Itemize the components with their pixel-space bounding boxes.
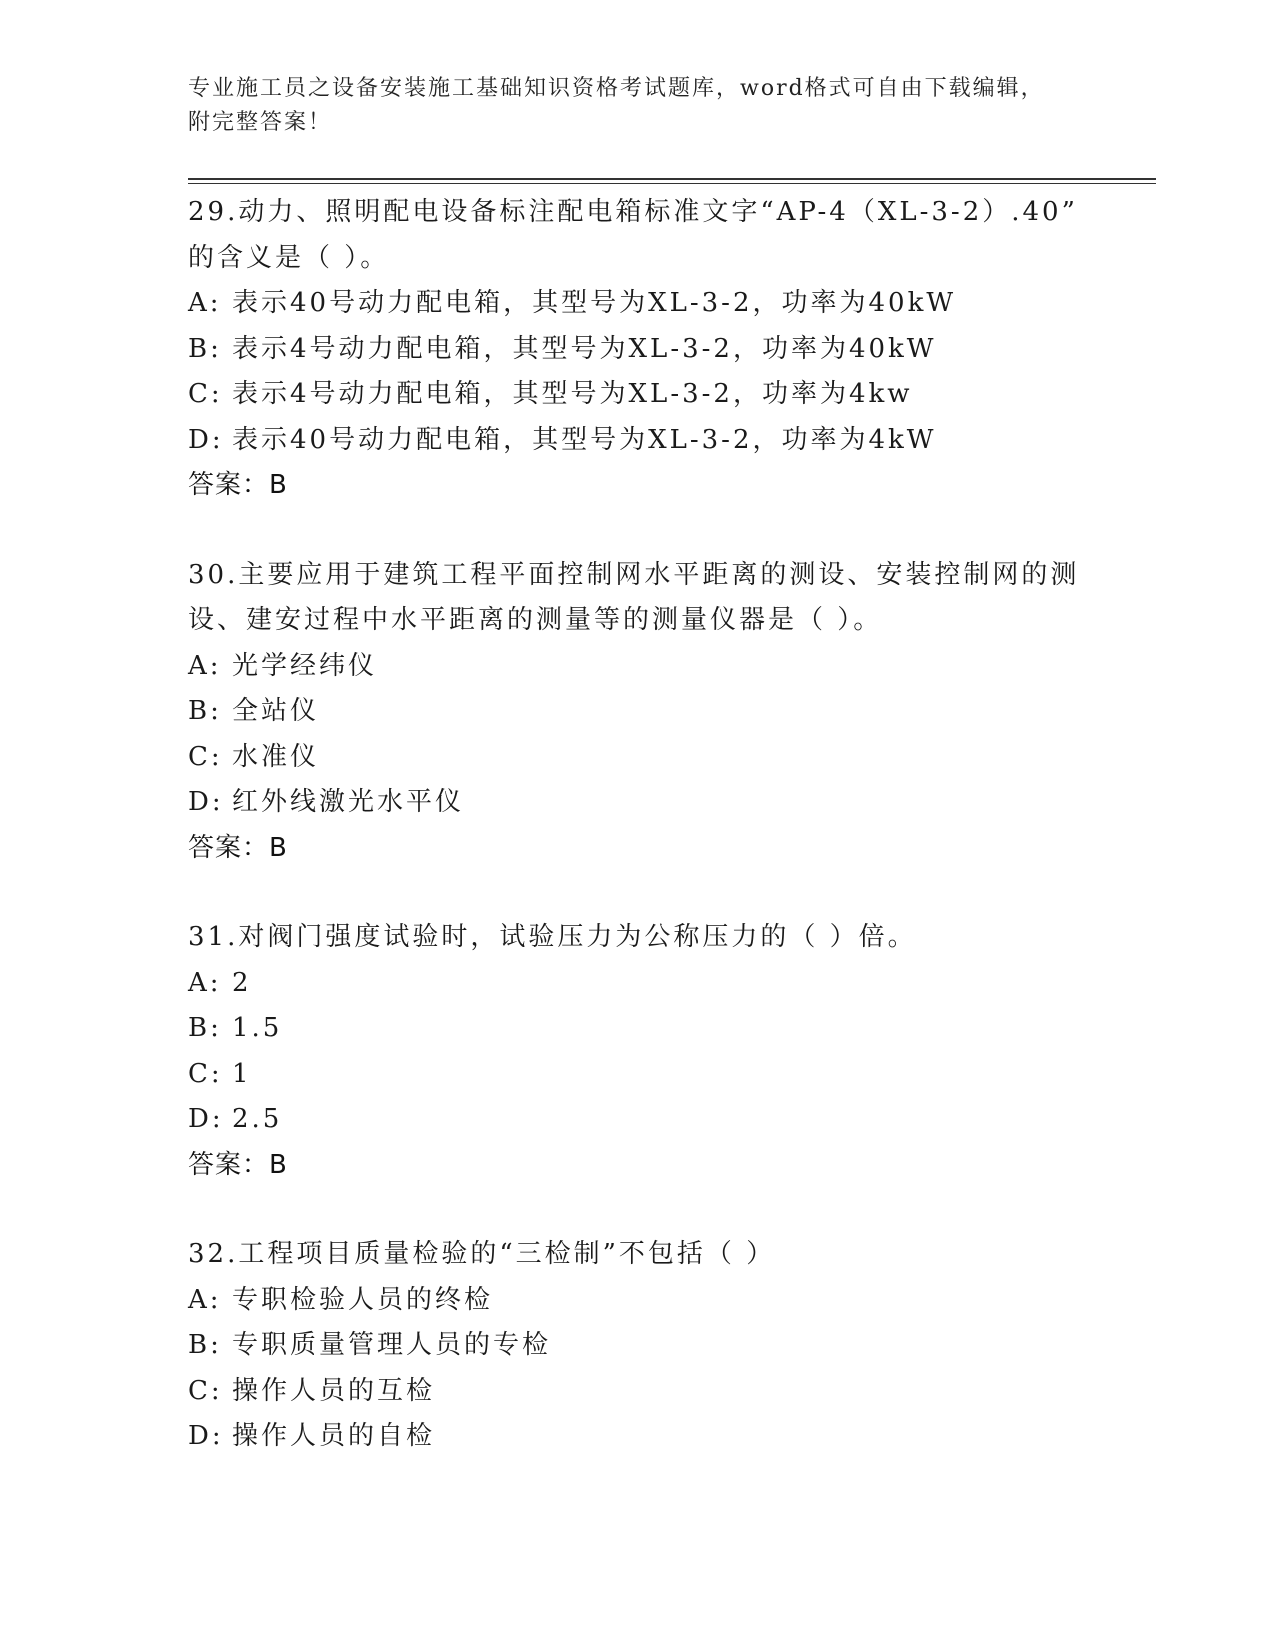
answer-line: 答案：B [188, 470, 288, 500]
option-key: A: [188, 650, 222, 681]
option-b [188, 689, 1088, 735]
question-stem: 30.主要应用于建筑工程平面控制网水平距离的测设、安装控制网的测 [188, 559, 1080, 590]
option-b [188, 1006, 1088, 1052]
option-d [188, 1097, 1088, 1143]
option-key: D: [188, 1421, 224, 1451]
question-stem-continued: 的含义是（ ）。 [188, 242, 390, 273]
option-d [188, 418, 1088, 464]
option-key: B: [188, 1013, 222, 1043]
option-key: C: [188, 1058, 223, 1089]
option-text: 1 [232, 1058, 252, 1089]
option-text: 表示4号动力配电箱，其型号为XL-3-2，功率为4kw [232, 379, 913, 409]
answer-line: 答案：B [188, 832, 288, 863]
option-a [188, 644, 1088, 690]
question-stem-continued: 设、建安过程中水平距离的测量等的测量仪器是（ ）。 [188, 605, 883, 635]
option-text: 专职质量管理人员的专检 [232, 1330, 552, 1360]
option-a [188, 961, 1088, 1007]
option-text: 1.5 [232, 1013, 283, 1043]
option-text: 专职检验人员的终检 [232, 1284, 494, 1315]
header-line-2: 附完整答案！ [188, 110, 333, 135]
option-key: C: [188, 379, 223, 409]
question-stem: 31.对阀门强度试验时，试验压力为公称压力的（ ）倍。 [188, 922, 917, 952]
option-text: 全站仪 [232, 696, 320, 726]
question-30 [188, 553, 1088, 872]
option-d [188, 1414, 1088, 1460]
option-d [188, 780, 1088, 826]
option-text: 光学经纬仪 [232, 650, 378, 681]
option-text: 表示4号动力配电箱，其型号为XL-3-2，功率为40kW [232, 333, 937, 364]
option-key: A: [188, 1284, 222, 1315]
option-text: 水准仪 [232, 741, 320, 772]
option-b [188, 327, 1088, 373]
document-header [188, 72, 1068, 140]
option-text: 2.5 [232, 1104, 283, 1134]
option-text: 红外线激光水平仪 [232, 787, 465, 817]
question-list [188, 190, 1088, 1504]
question-stem: 32.工程项目质量检验的“三检制”不包括（ ） [188, 1239, 776, 1269]
option-key: A: [188, 288, 222, 318]
option-a [188, 281, 1088, 327]
option-text: 操作人员的自检 [232, 1421, 436, 1451]
question-32 [188, 1232, 1088, 1460]
option-key: C: [188, 1375, 223, 1406]
header-divider-thin [188, 183, 1156, 184]
option-key: B: [188, 1330, 222, 1360]
option-a [188, 1278, 1088, 1324]
option-text: 2 [232, 967, 252, 998]
question-29 [188, 190, 1088, 509]
option-key: A: [188, 967, 222, 998]
option-key: D: [188, 1104, 224, 1134]
option-key: B: [188, 333, 222, 364]
option-c [188, 1369, 1088, 1415]
option-text: 操作人员的互检 [232, 1375, 436, 1406]
option-b [188, 1323, 1088, 1369]
option-key: D: [188, 787, 224, 817]
option-key: D: [188, 424, 224, 455]
option-text: 表示40号动力配电箱，其型号为XL-3-2，功率为40kW [232, 288, 957, 318]
answer-line: 答案：B [188, 1149, 288, 1180]
option-key: B: [188, 696, 222, 726]
option-text: 表示40号动力配电箱，其型号为XL-3-2，功率为4kW [232, 424, 937, 455]
header-divider-thick [188, 178, 1156, 180]
question-stem: 29.动力、照明配电设备标注配电箱标准文字“AP-4（XL-3-2）.40” [188, 197, 1078, 227]
option-c [188, 1052, 1088, 1098]
option-c [188, 735, 1088, 781]
header-line-1: 专业施工员之设备安装施工基础知识资格考试题库，word格式可自由下载编辑， [188, 76, 1045, 101]
option-c [188, 372, 1088, 418]
option-key: C: [188, 741, 223, 772]
question-31 [188, 915, 1088, 1188]
